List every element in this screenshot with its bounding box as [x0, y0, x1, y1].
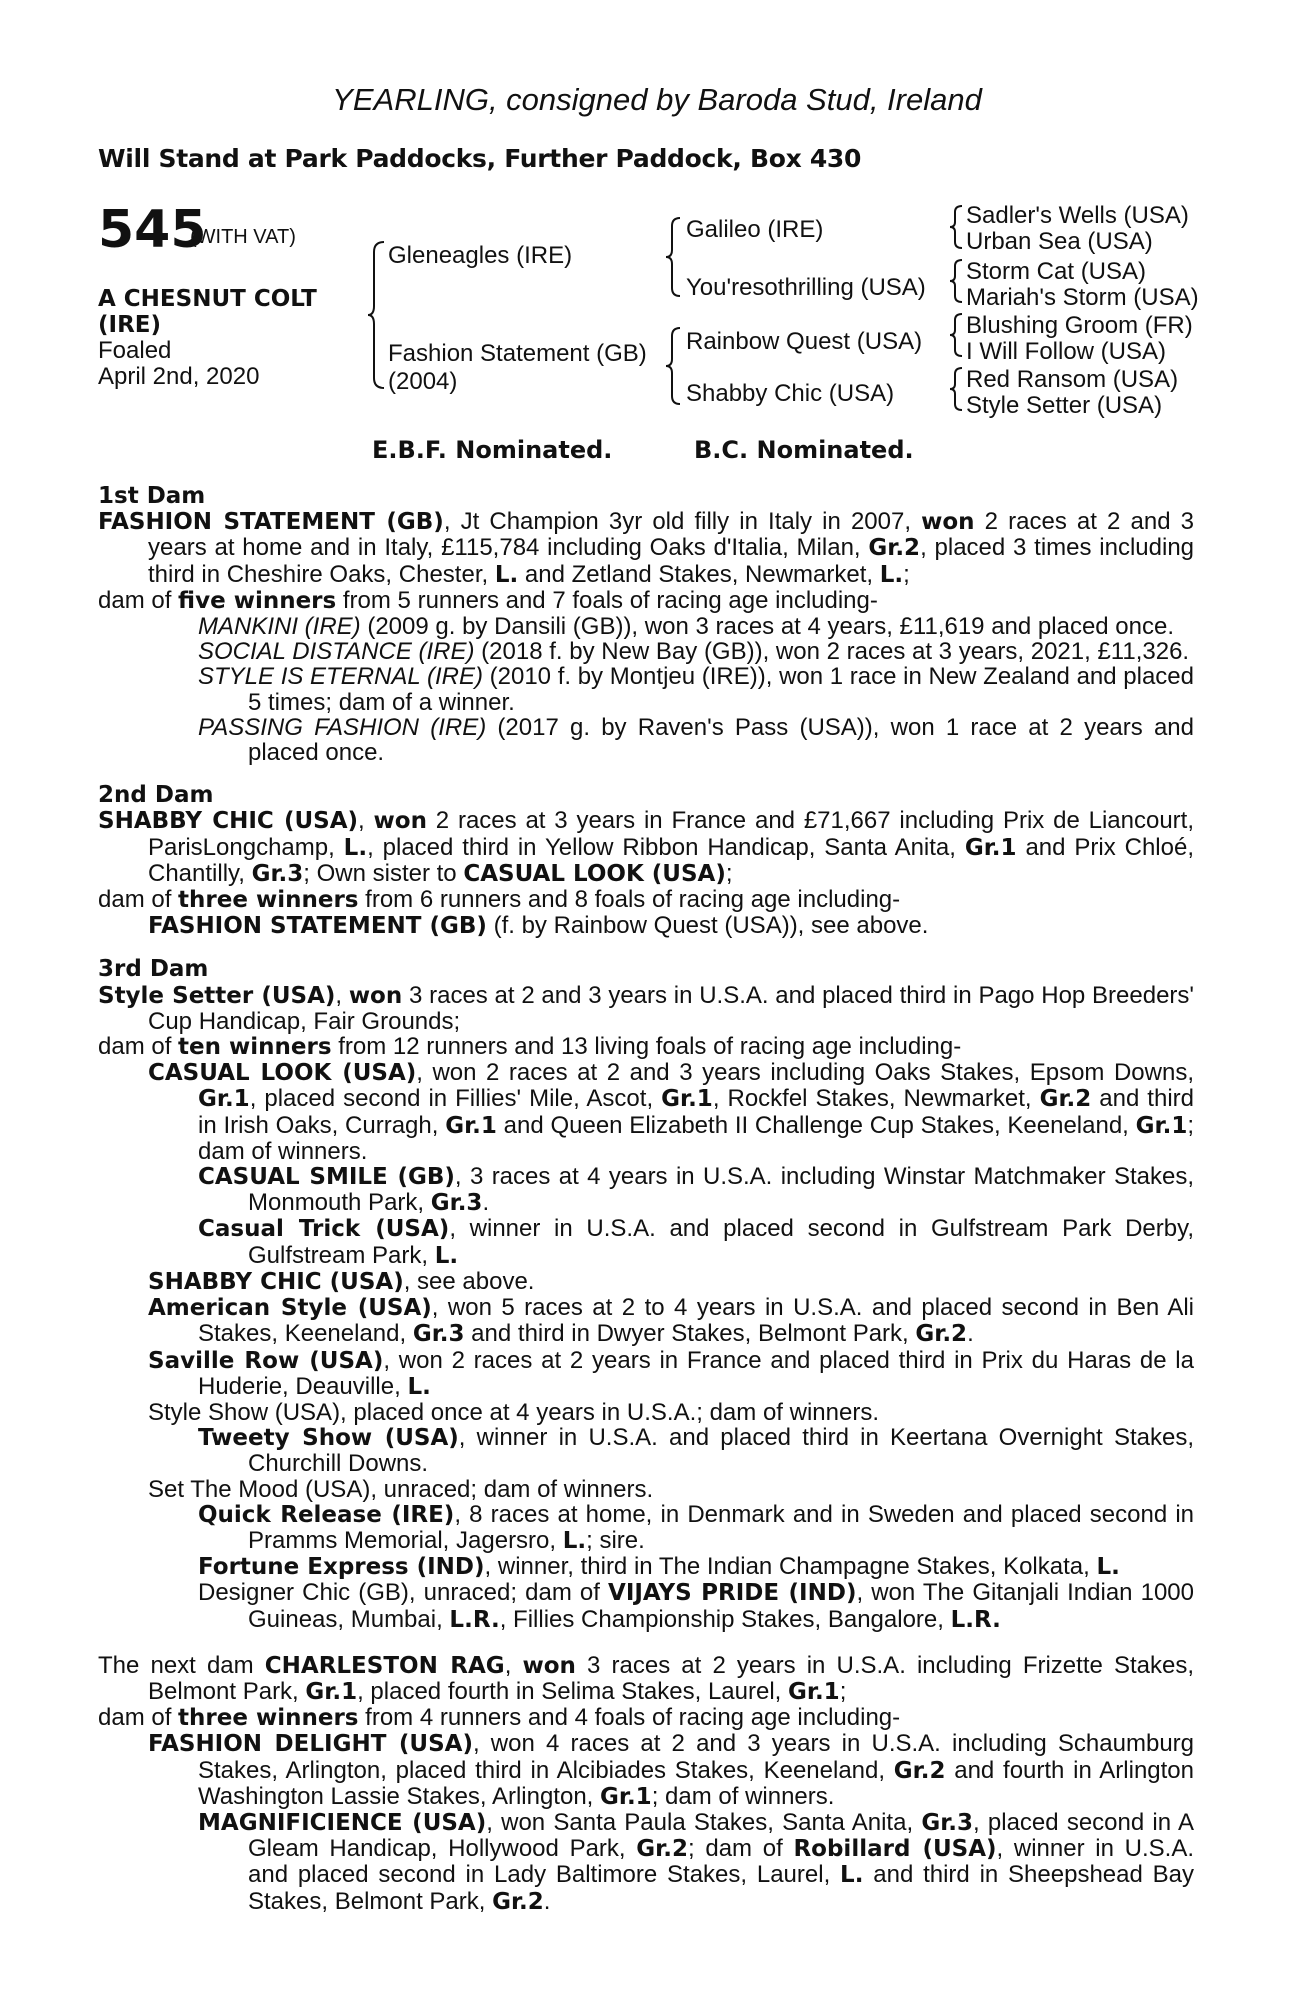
- italic-text: PASSING FASHION (IRE): [198, 713, 487, 741]
- bold-text: Gr.1: [600, 1783, 652, 1810]
- produce-entry: [98, 1477, 1194, 1502]
- produce-entry: [98, 1295, 1194, 1347]
- bold-text: five winners: [178, 587, 337, 614]
- text-run: and third in Irish Oaks, Curragh,: [198, 1085, 1194, 1139]
- text-run: , placed second in A Gleam Handicap, Hollywood Park,: [248, 1808, 1194, 1863]
- bold-text: SHABBY CHIC (USA): [98, 808, 359, 835]
- text-run: , won 2 races at 2 years in France and placed third in Prix du Haras de la Huderie, Deauville,: [198, 1346, 1194, 1400]
- bold-text: Gr.2: [1039, 1086, 1092, 1113]
- bold-text: three winners: [178, 887, 359, 914]
- pedigree-g3-8: Style Setter (USA): [966, 392, 1163, 419]
- bold-text: Gr.1: [964, 834, 1017, 861]
- bold-text: FASHION STATEMENT (GB): [98, 509, 444, 536]
- pedigree-g3-2: Urban Sea (USA): [966, 228, 1153, 255]
- bold-text: L.: [879, 561, 904, 588]
- text-run: ;: [839, 1677, 847, 1705]
- pedigree-sire: Gleneagles (IRE): [388, 242, 573, 269]
- produce-entry: [98, 913, 1194, 939]
- text-run: ,: [335, 981, 349, 1009]
- pedigree-sire-dam: You'resothrilling (USA): [686, 274, 926, 301]
- pedigree-brace-sire: [666, 216, 682, 298]
- text-run: , placed 3 times including third in Cheshire Oaks, Chester,: [148, 534, 1195, 588]
- pedigree-dam-dam: Shabby Chic (USA): [686, 380, 895, 407]
- first-dam-section: [98, 509, 1194, 765]
- text-run: dam of: [98, 1033, 179, 1061]
- text-run: , won 5 races at 2 to 4 years in U.S.A. and placed second in Ben Ali Stakes, Keeneland,: [198, 1294, 1194, 1348]
- text-run: from 5 runners and 7 foals of racing age including-: [336, 586, 878, 614]
- text-run: 3 races at 2 years in U.S.A. including Frizette Stakes, Belmont Park,: [148, 1651, 1194, 1705]
- bold-text: Gr.1: [1135, 1112, 1188, 1139]
- text-run: , winner in U.S.A. and placed second in Lady Baltimore Stakes, Laurel,: [248, 1835, 1195, 1889]
- bold-text: Style Setter (USA): [98, 982, 336, 1009]
- lot-number: 545: [98, 200, 207, 260]
- produce-entry: [98, 1731, 1194, 1810]
- produce-entry: [98, 1554, 1194, 1580]
- text-run: (2009 g. by Dansili (GB)), won 3 races at 4 years, £11,619 and placed once.: [360, 613, 1175, 641]
- text-run: Set The Mood (USA), unraced; dam of winners.: [148, 1475, 654, 1503]
- text-run: from 6 runners and 8 foals of racing age including-: [358, 886, 901, 914]
- bold-text: Gr.3: [921, 1809, 974, 1836]
- bold-text: Fortune Express (IND): [198, 1554, 485, 1581]
- bold-text: ten winners: [178, 1034, 332, 1061]
- page-title: YEARLING, consigned by Baroda Stud, Ireland: [332, 82, 982, 117]
- second-dam-section: [98, 808, 1194, 939]
- bold-text: MAGNIFICIENCE (USA): [198, 1809, 487, 1836]
- next-dam-section: [98, 1653, 1194, 1915]
- bold-text: L.R.: [449, 1606, 500, 1633]
- paragraph: [98, 588, 1194, 614]
- text-run: , won Santa Paula Stakes, Santa Anita,: [486, 1808, 922, 1836]
- text-run: and third in Dwyer Stakes, Belmont Park,: [464, 1320, 916, 1348]
- foaled-label: Foaled: [98, 337, 172, 364]
- horse-type: A CHESNUT COLT: [98, 286, 317, 312]
- text-run: , winner, third in The Indian Champagne Stakes, Kolkata,: [484, 1553, 1097, 1581]
- bold-text: FASHION DELIGHT (USA): [148, 1731, 473, 1758]
- text-run: and fourth in Arlington Washington Lassie Stakes, Arlington,: [198, 1756, 1194, 1810]
- pedigree-brace-dam: [666, 326, 682, 406]
- bold-text: VIJAYS PRIDE (IND): [608, 1580, 857, 1607]
- pedigree-sire-sire: Galileo (IRE): [686, 216, 824, 243]
- bold-text: Gr.2: [636, 1836, 688, 1863]
- bold-text: Gr.1: [788, 1678, 840, 1705]
- text-run: , won 2 races at 2 and 3 years including Oaks Stakes, Epsom Downs,: [416, 1059, 1194, 1087]
- produce-entry: [98, 715, 1194, 765]
- text-run: ;: [903, 560, 910, 588]
- text-run: (2018 f. by New Bay (GB)), won 2 races at 3 years, 2021, £11,326.: [474, 638, 1190, 666]
- bold-text: Gr.2: [868, 535, 921, 562]
- paragraph: [98, 983, 1194, 1034]
- bold-text: won: [373, 808, 427, 835]
- text-run: , Rockfel Stakes, Newmarket,: [712, 1085, 1040, 1113]
- bold-text: Gr.2: [492, 1888, 544, 1915]
- bold-text: American Style (USA): [148, 1295, 432, 1322]
- bold-text: Gr.1: [661, 1086, 713, 1113]
- produce-entry: [98, 639, 1194, 664]
- text-run: , placed third in Yellow Ribbon Handicap, Santa Anita,: [367, 833, 965, 861]
- text-run: .: [543, 1887, 551, 1915]
- bold-text: FASHION STATEMENT (GB): [148, 913, 487, 940]
- pedigree-g3-3: Storm Cat (USA): [966, 258, 1147, 285]
- text-run: (2010 f. by Montjeu (IRE)), won 1 race in New Zealand and placed 5 times; dam of a winner.: [248, 663, 1195, 716]
- bold-text: CASUAL LOOK (USA): [463, 860, 726, 887]
- paragraph: [98, 1705, 1194, 1731]
- pedigree-brace-main: [368, 240, 388, 390]
- text-run: dam of: [98, 886, 179, 914]
- produce-entry: [98, 1425, 1194, 1476]
- pedigree-brace-g4: [950, 366, 964, 412]
- produce-entry: [98, 1269, 1194, 1295]
- text-run: ; dam of winners.: [198, 1111, 1194, 1165]
- horse-origin: (IRE): [98, 312, 162, 338]
- produce-entry: [98, 1400, 1194, 1425]
- produce-entry: [98, 1810, 1194, 1915]
- bold-text: Gr.2: [915, 1321, 968, 1348]
- horse-description: [98, 286, 317, 390]
- text-run: ; dam of: [687, 1835, 794, 1863]
- bold-text: Tweety Show (USA): [198, 1425, 459, 1452]
- bold-text: Saville Row (USA): [148, 1347, 384, 1374]
- text-run: from 4 runners and 4 foals of racing age including-: [358, 1704, 901, 1732]
- produce-entry: [98, 1502, 1194, 1554]
- text-run: and Prix Chloé, Chantilly,: [148, 833, 1194, 887]
- produce-entry: [98, 1216, 1194, 1268]
- text-run: ; Own sister to: [303, 859, 464, 887]
- bold-text: Quick Release (IRE): [198, 1501, 455, 1528]
- bold-text: Gr.1: [445, 1112, 497, 1139]
- bold-text: L.: [1096, 1554, 1120, 1581]
- text-run: 2 races at 2 and 3 years at home and in Italy, £115,784 including Oaks d'Italia, Milan,: [148, 508, 1195, 562]
- bold-text: CHARLESTON RAG: [264, 1652, 505, 1679]
- produce-entry: [98, 1580, 1194, 1632]
- text-run: Designer Chic (GB), unraced; dam of: [198, 1579, 609, 1607]
- third-dam-heading: 3rd Dam: [98, 956, 209, 983]
- produce-entry: [98, 614, 1194, 639]
- text-run: and Queen Elizabeth II Challenge Cup Stakes, Keeneland,: [496, 1111, 1136, 1139]
- ebf-nominated: E.B.F. Nominated.: [372, 436, 613, 464]
- text-run: ;: [725, 859, 733, 887]
- text-run: dam of: [98, 586, 179, 614]
- text-run: Style Show (USA), placed once at 4 years in U.S.A.; dam of winners.: [148, 1398, 879, 1426]
- bold-text: Gr.3: [412, 1321, 465, 1348]
- bold-text: Gr.3: [251, 860, 304, 887]
- pedigree-brace-g1: [950, 204, 964, 250]
- text-run: from 12 runners and 13 living foals of racing age including-: [331, 1033, 962, 1061]
- paragraph: [98, 1653, 1194, 1705]
- text-run: , see above.: [403, 1267, 535, 1295]
- text-run: The next dam: [98, 1651, 265, 1679]
- bold-text: Robillard (USA): [793, 1836, 997, 1863]
- bc-nominated: B.C. Nominated.: [694, 436, 914, 464]
- produce-entry: [98, 1060, 1194, 1164]
- text-run: ,: [504, 1651, 523, 1679]
- text-run: .: [967, 1320, 974, 1348]
- pedigree-g3-1: Sadler's Wells (USA): [966, 202, 1189, 229]
- paragraph: [98, 1034, 1194, 1060]
- bold-text: Gr.2: [893, 1757, 946, 1784]
- bold-text: Gr.1: [198, 1086, 250, 1113]
- paragraph: [98, 887, 1194, 913]
- italic-text: STYLE IS ETERNAL (IRE): [198, 663, 483, 691]
- text-run: , winner in U.S.A. and placed second in Gulfstream Park Derby, Gulfstream Park,: [248, 1215, 1194, 1269]
- pedigree-brace-g3: [950, 312, 964, 358]
- text-run: and third in Sheepshead Bay Stakes, Belmont Park,: [248, 1861, 1194, 1915]
- bold-text: CASUAL SMILE (GB): [198, 1164, 455, 1191]
- pedigree-g3-6: I Will Follow (USA): [966, 338, 1167, 365]
- bold-text: CASUAL LOOK (USA): [148, 1060, 417, 1087]
- pedigree-dam-sire: Rainbow Quest (USA): [686, 328, 923, 355]
- produce-entry: [98, 1164, 1194, 1216]
- text-run: , winner in U.S.A. and placed third in Keertana Overnight Stakes, Churchill Downs.: [248, 1424, 1194, 1478]
- italic-text: SOCIAL DISTANCE (IRE): [198, 638, 475, 666]
- paragraph: [98, 808, 1194, 887]
- catalogue-body: [98, 484, 1194, 1915]
- produce-entry: [98, 1348, 1194, 1400]
- text-run: , won 4 races at 2 and 3 years in U.S.A. including Schaumburg Stakes, Arlington, placed third in Alcibiades Stakes, Keeneland,: [198, 1730, 1194, 1784]
- text-run: , placed fourth in Selima Stakes, Laurel,: [357, 1677, 788, 1705]
- pedigree-g3-5: Blushing Groom (FR): [966, 312, 1193, 339]
- bold-text: L.R.: [950, 1606, 1001, 1633]
- bold-text: won: [522, 1652, 576, 1679]
- text-run: ; dam of winners.: [651, 1782, 835, 1810]
- second-dam-heading: 2nd Dam: [98, 782, 214, 809]
- text-run: 3 races at 2 and 3 years in U.S.A. and placed third in Pago Hop Breeders' Cup Handicap, Fair Grounds;: [148, 981, 1194, 1035]
- third-dam-section: [98, 983, 1194, 1633]
- text-run: , 3 races at 4 years in U.S.A. including Winstar Matchmaker Stakes, Monmouth Park,: [248, 1163, 1195, 1217]
- text-run: (2017 g. by Raven's Pass (USA)), won 1 race at 2 years and placed once.: [248, 713, 1194, 767]
- text-run: .: [482, 1189, 490, 1217]
- text-run: (f. by Rainbow Quest (USA)), see above.: [486, 912, 929, 940]
- bold-text: L.: [407, 1373, 431, 1400]
- text-run: and Zetland Stakes, Newmarket,: [518, 560, 880, 588]
- bold-text: won: [921, 509, 975, 536]
- first-dam-heading: 1st Dam: [98, 483, 206, 509]
- bold-text: L.: [494, 561, 519, 588]
- bold-text: Gr.1: [305, 1678, 358, 1705]
- bold-text: SHABBY CHIC (USA): [148, 1268, 404, 1295]
- bold-text: L.: [840, 1862, 864, 1889]
- bold-text: Casual Trick (USA): [198, 1216, 450, 1243]
- pedigree-dam-year: (2004): [388, 368, 458, 395]
- text-run: , Jt Champion 3yr old filly in Italy in 2007,: [443, 508, 922, 536]
- text-run: dam of: [98, 1704, 179, 1732]
- bold-text: L.: [562, 1527, 587, 1554]
- pedigree-dam: Fashion Statement (GB): [388, 340, 647, 367]
- paragraph: [98, 509, 1194, 588]
- text-run: 2 races at 3 years in France and £71,667 including Prix de Liancourt, ParisLongchamp,: [148, 807, 1195, 861]
- bold-text: L.: [434, 1242, 459, 1269]
- bold-text: three winners: [178, 1705, 359, 1732]
- text-run: ,: [358, 807, 374, 835]
- bold-text: Gr.3: [430, 1190, 483, 1217]
- bold-text: won: [348, 982, 403, 1009]
- text-run: , won The Gitanjali Indian 1000 Guineas, Mumbai,: [248, 1579, 1194, 1633]
- pedigree-g3-4: Mariah's Storm (USA): [966, 284, 1199, 311]
- stand-location: Will Stand at Park Paddocks, Further Paddock, Box 430: [98, 144, 862, 173]
- bold-text: L.: [343, 834, 368, 861]
- pedigree-brace-g2: [950, 258, 964, 304]
- text-run: ; sire.: [586, 1526, 645, 1554]
- text-run: , Fillies Championship Stakes, Bangalore,: [499, 1605, 951, 1633]
- foaled-date: April 2nd, 2020: [98, 363, 260, 390]
- text-run: , 8 races at home, in Denmark and in Sweden and placed second in Pramms Memorial, Jagersro,: [248, 1500, 1195, 1554]
- vat-label: (WITH VAT): [190, 226, 296, 248]
- italic-text: MANKINI (IRE): [198, 613, 361, 641]
- produce-entry: [98, 664, 1194, 714]
- pedigree-g3-7: Red Ransom (USA): [966, 366, 1179, 393]
- text-run: , placed second in Fillies' Mile, Ascot,: [249, 1085, 662, 1113]
